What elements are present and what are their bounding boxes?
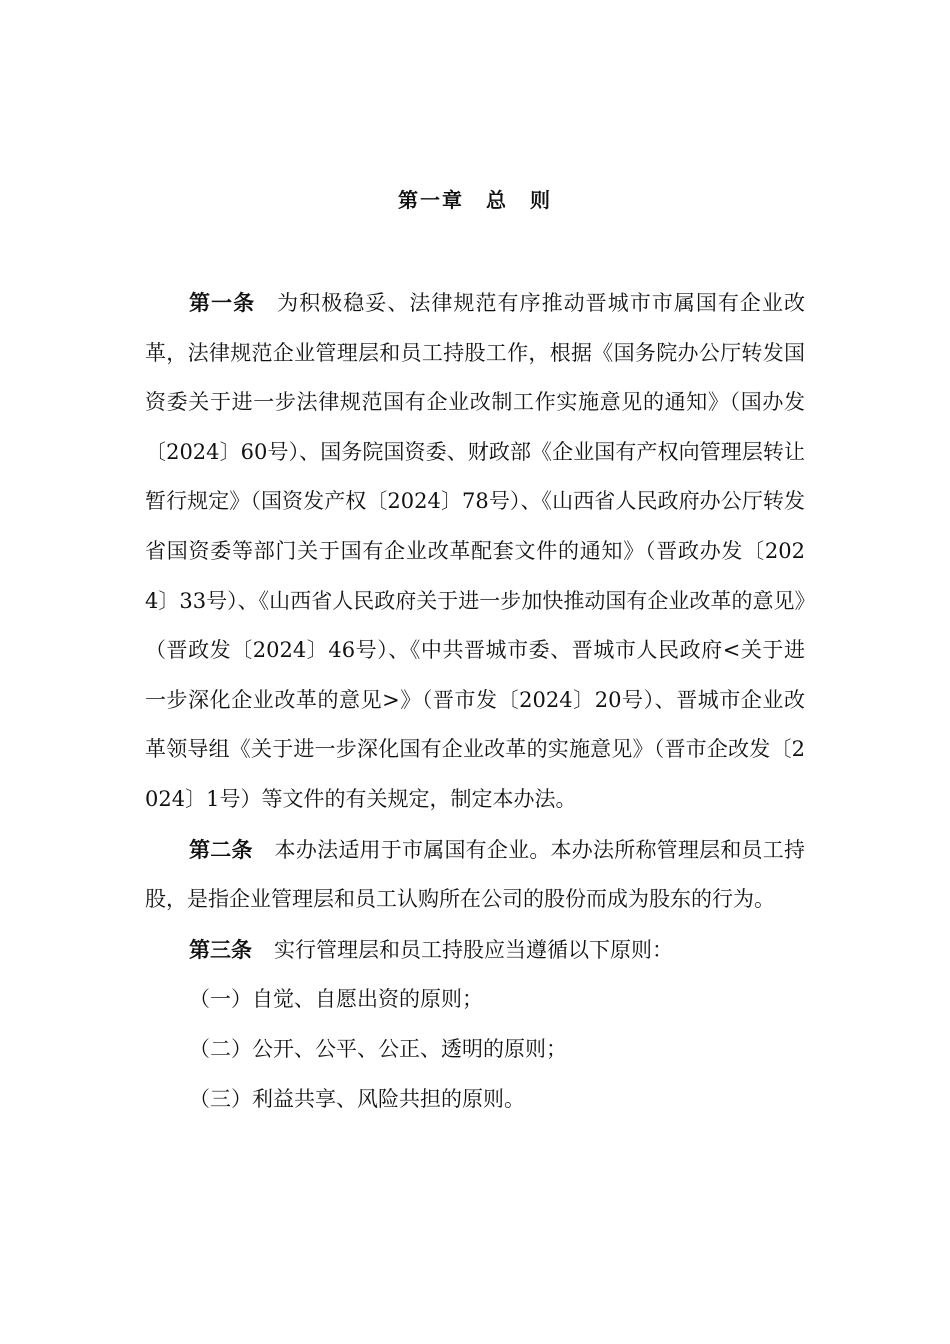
- principle-item: （三）利益共享、风险共担的原则。: [189, 1086, 525, 1111]
- article-2-label: 第二条: [189, 836, 253, 862]
- article-2-text: 本办法适用于市属国有企业。本办法所称管理层和员工持股，是指企业管理层和员工认购所在公司的股份而成为股东的行为。: [145, 837, 806, 912]
- chapter-title: 第一章 总 则: [398, 188, 552, 212]
- document-body: [145, 278, 805, 1124]
- article-1-label: 第一条: [189, 290, 256, 315]
- principle-item: （一）自觉、自愿出资的原则；: [189, 987, 483, 1012]
- article-3-label: 第三条: [189, 936, 252, 962]
- article-3-text: 实行管理层和员工持股应当遵循以下原则：: [274, 937, 673, 962]
- principle-item: （二）公开、公平、公正、透明的原则；: [189, 1036, 567, 1061]
- article-1-text: 为积极稳妥、法律规范有序推动晋城市市属国有企业改革，法律规范企业管理层和员工持股工作，根据《国务院办公厅转发国资委关于进一步法律规范国有企业改制工作实施意见的通知》（国办发〔2024〕60号）、国务院国资委、财政部《企业国有产权向管理层转让暂行规定》（国资发产权〔2024〕78号）、《山西省人民政府办公厅转发省国资委等部门关于国有企业改革配套文件的通知》（晋政办发〔2024〕33号）、《山西省人民政府关于进一步加快推动国有企业改革的意见》（晋政发〔2024〕46号）、《中共晋城市委、晋城市人民政府<关于进一步深化企业改革的意见>》（晋市发〔2024〕20号）、晋城市企业改革领导组《关于进一步深化国有企业改革的实施意见》（晋市企改发〔2024〕1号）等文件的有关规定，制定本办法。: [145, 291, 806, 811]
- article-2: [145, 825, 805, 925]
- article-3: [145, 925, 805, 976]
- article-1: [145, 278, 805, 825]
